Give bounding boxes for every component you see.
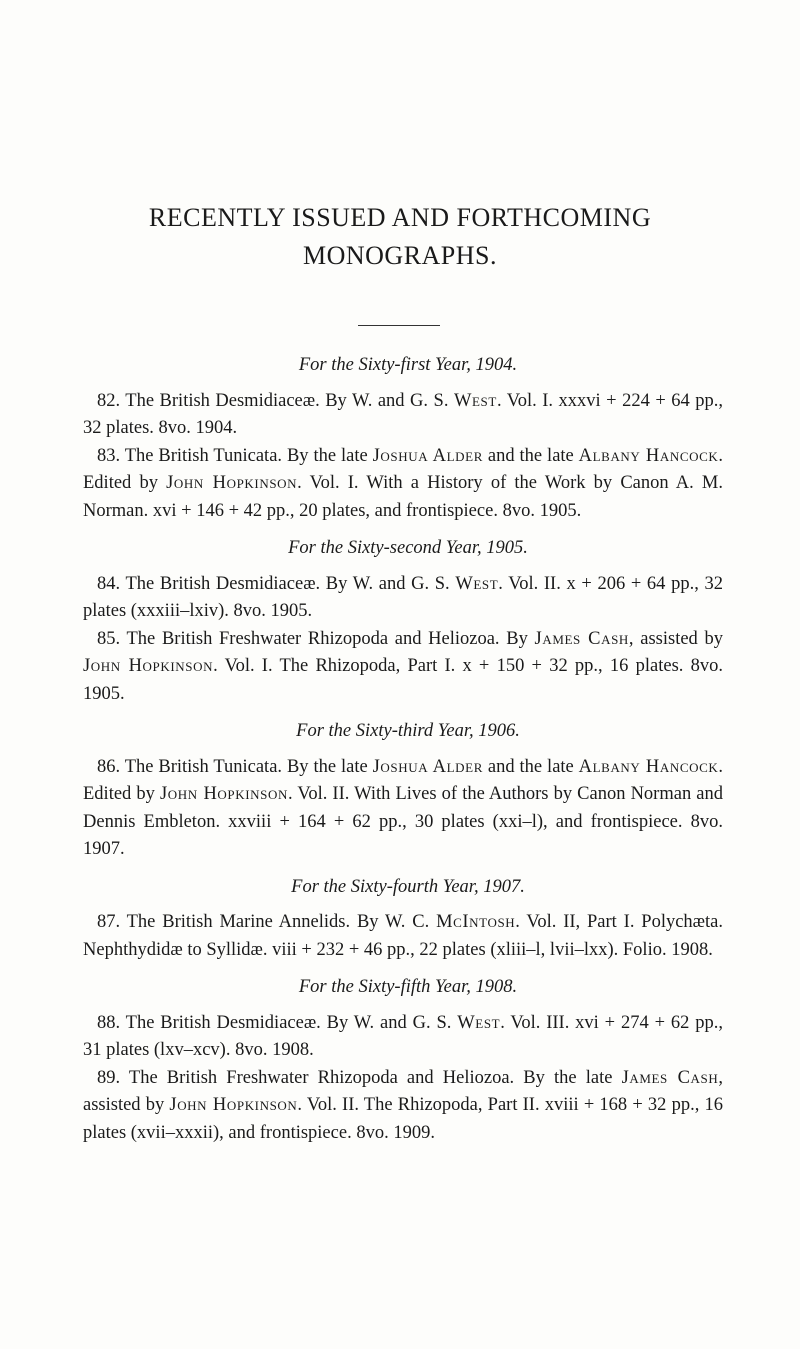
section-heading-text: For the Sixty-first Year, <box>298 355 476 375</box>
entry-text: The British Marine Annelids. By W. C. <box>120 912 437 932</box>
section-heading-text: For the Sixty-second Year, <box>288 538 487 558</box>
entry-text: and the late <box>482 445 579 466</box>
section-heading-year: 1908. <box>475 977 518 997</box>
monograph-entry <box>83 1065 723 1148</box>
section-heading <box>83 352 723 380</box>
entry-text: . Vol. II. x + 206 + 64 pp., 32 plates (xxxiii–lxiv). 8vo. 1905. <box>83 573 723 621</box>
section-heading <box>83 718 723 746</box>
entry-text: . Vol. II. The Rhizopoda, Part II. xviii + 168 + 32 pp., 16 plates (xvii–xxxii), and frontispiece. 8vo. 1909. <box>83 1095 724 1143</box>
section-heading-year: 1904. <box>475 355 518 375</box>
monograph-entry <box>83 443 723 526</box>
monograph-entry <box>83 754 723 864</box>
entry-text: . Edited by <box>83 445 724 493</box>
entry-number: 82. <box>97 390 121 411</box>
entry-text: and the late <box>482 756 579 777</box>
entry-number: 84. <box>97 573 121 594</box>
entry-author: Albany Hancock <box>578 445 719 466</box>
entry-number: 87. <box>97 912 121 932</box>
entry-author: Joshua Alder <box>372 445 483 466</box>
entry-author: West <box>455 573 499 594</box>
entry-text: , assisted by <box>83 1067 723 1115</box>
entry-text: The British Tunicata. By the late <box>120 445 373 466</box>
entry-author: Albany Hancock <box>578 756 719 777</box>
entry-number: 85. <box>97 628 121 649</box>
title-divider <box>358 325 440 326</box>
section-heading <box>83 535 723 563</box>
entry-text: . Vol. I. xxxvi + 224 + 64 pp., 32 plates. 8vo. 1904. <box>83 390 723 438</box>
entry-text: . Vol. II. With Lives of the Authors by Canon Norman and Dennis Embleton. xxviii + 164 + 62 pp., 30 plates (xxi–l), and frontispiece. 8vo. 1907. <box>83 784 724 859</box>
entry-author: Joshua Alder <box>372 756 483 777</box>
entry-text: . Edited by <box>83 756 724 804</box>
section-heading-text: For the Sixty-fifth Year, <box>298 977 476 997</box>
section-heading-text: For the Sixty-third Year, <box>296 721 479 741</box>
entry-author: John Hopkinson <box>160 784 288 804</box>
entry-author: John Hopkinson <box>83 656 214 676</box>
section-heading <box>83 874 723 902</box>
entry-text: The British Desmidiaceæ. By W. and G. S. <box>120 1012 458 1033</box>
monograph-entry <box>83 571 723 626</box>
monograph-entry <box>83 1010 723 1065</box>
entry-text: . Vol. I. With a History of the Work by Canon A. M. Norman. xvi + 146 + 42 pp., 20 plates, and frontispiece. 8vo. 1905. <box>83 473 723 521</box>
entry-text: . Vol. I. The Rhizopoda, Part I. x + 150 + 32 pp., 16 plates. 8vo. 1905. <box>83 656 723 704</box>
entry-author: James Cash <box>621 1067 719 1088</box>
entry-author: McIntosh <box>436 912 516 932</box>
section-heading-year: 1907. <box>483 876 525 897</box>
entry-author: West <box>457 1012 501 1033</box>
entry-author: John Hopkinson <box>169 1095 298 1115</box>
entry-number: 83. <box>97 445 121 466</box>
entry-author: John Hopkinson <box>166 473 298 493</box>
entry-text: The British Freshwater Rhizopoda and Heliozoa. By the late <box>120 1067 622 1088</box>
section-heading-text: For the Sixty-fourth Year, <box>291 876 484 897</box>
entry-text: The British Desmidiaceæ. By W. and G. S. <box>120 390 454 411</box>
monograph-list <box>83 352 723 1147</box>
page-title-line-2: MONOGRAPHS. <box>302 241 498 270</box>
entry-text: The British Tunicata. By the late <box>120 756 373 777</box>
entry-text: The British Freshwater Rhizopoda and Heliozoa. By <box>120 628 535 649</box>
entry-number: 86. <box>97 756 121 777</box>
monograph-entry <box>83 388 723 443</box>
monograph-entry <box>83 909 723 964</box>
section-heading-year: 1906. <box>478 721 520 741</box>
entry-text: The British Desmidiaceæ. By W. and G. S. <box>120 573 456 594</box>
entry-number: 89. <box>97 1067 121 1088</box>
monograph-entry <box>83 626 723 709</box>
entry-text: . Vol. II, Part I. Polychæta. Nephthydidæ to Syllidæ. viii + 232 + 46 pp., 22 plates (xliii–l, lvii–lxx). Folio. 1908. <box>83 912 723 960</box>
section-heading-year: 1905. <box>486 538 528 558</box>
entry-number: 88. <box>97 1012 121 1033</box>
section-heading <box>83 974 723 1002</box>
page-title-line-1: RECENTLY ISSUED AND FORTHCOMING <box>148 203 652 232</box>
entry-text: . Vol. III. xvi + 274 + 62 pp., 31 plates (lxv–xcv). 8vo. 1908. <box>83 1012 723 1060</box>
entry-author: James Cash <box>534 628 629 649</box>
entry-author: West <box>453 390 497 411</box>
entry-text: , assisted by <box>628 628 723 649</box>
